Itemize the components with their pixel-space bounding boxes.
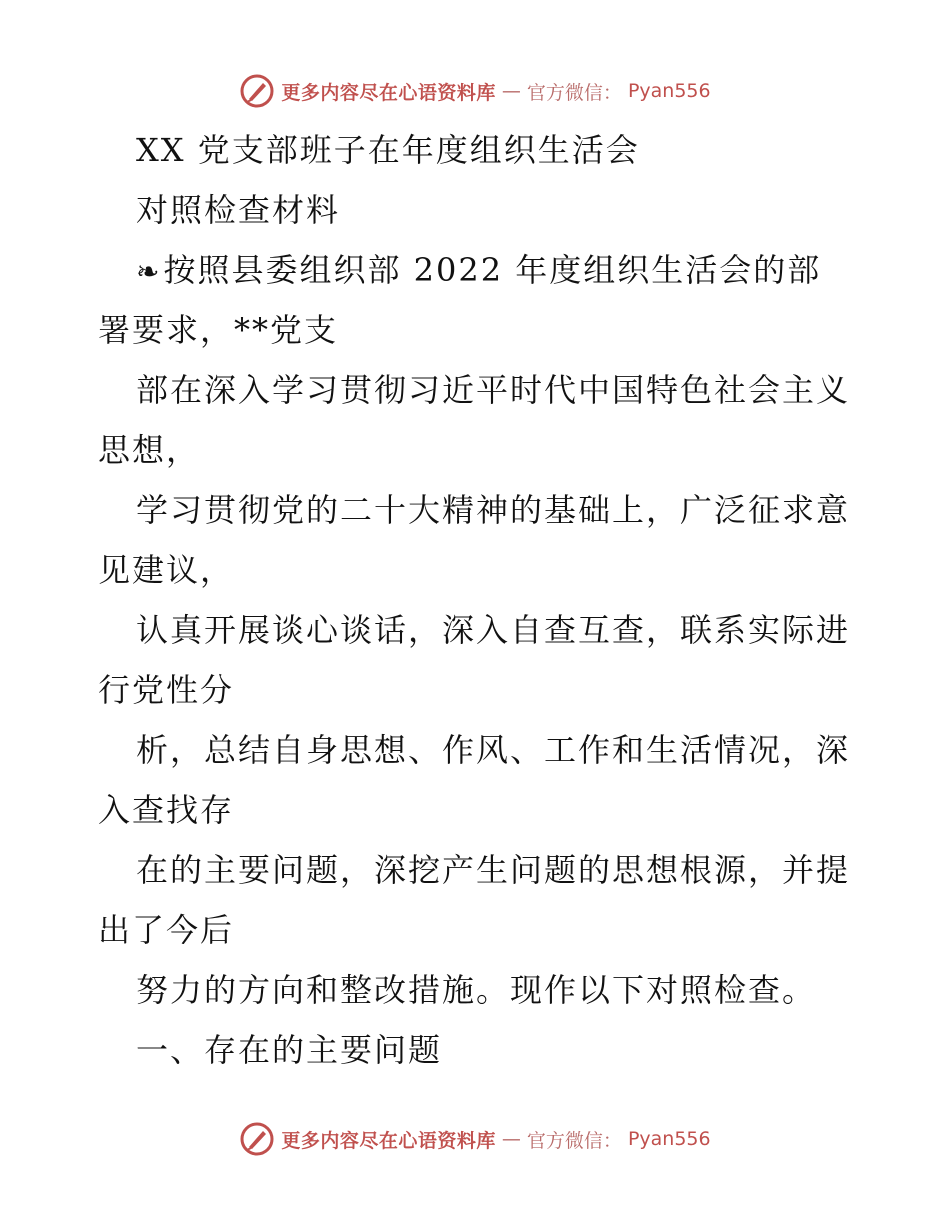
document-line: 行党性分 — [98, 671, 235, 709]
watermark-sub-text: 官方微信： — [526, 81, 622, 104]
watermark-dash: — — [501, 1128, 521, 1150]
document-line: 思想， — [98, 431, 201, 469]
document-line: 入查找存 — [98, 791, 235, 829]
watermark-sub-text: 官方微信： — [526, 1129, 622, 1152]
document-line: 在的主要问题，深挖产生问题的思想根源，并提 — [136, 851, 851, 889]
bullet-icon: ❧ — [136, 255, 162, 288]
watermark-main-text: 更多内容尽在心语资料库 — [281, 1129, 496, 1152]
watermark-main-text: 更多内容尽在心语资料库 — [281, 81, 496, 104]
document-line: 出了今后 — [98, 911, 235, 949]
quill-logo-icon — [239, 73, 275, 109]
document-line: 努力的方向和整改措施。现作以下对照检查。 — [136, 971, 817, 1009]
header-watermark — [0, 71, 950, 111]
document-line: 学习贯彻党的二十大精神的基础上，广泛征求意 — [136, 491, 851, 529]
document-line: XX 党支部班子在年度组织生活会 — [136, 131, 640, 169]
watermark-code: Pyan556 — [627, 80, 711, 102]
document-line: ❧按照县委组织部 2022 年度组织生活会的部 — [136, 251, 822, 289]
watermark-code: Pyan556 — [627, 1128, 711, 1150]
watermark-dash: — — [501, 80, 521, 102]
footer-watermark — [0, 1119, 950, 1159]
section-heading: 一、存在的主要问题 — [136, 1031, 443, 1069]
document-line: 署要求，**党支 — [98, 311, 339, 349]
document-line: 析，总结自身思想、作风、工作和生活情况，深 — [136, 731, 851, 769]
document-line: 对照检查材料 — [136, 191, 341, 229]
document-line: 认真开展谈心谈话，深入自查互查，联系实际进 — [136, 611, 851, 649]
document-line: 部在深入学习贯彻习近平时代中国特色社会主义 — [136, 371, 851, 409]
quill-logo-icon — [239, 1121, 275, 1157]
document-body — [98, 120, 858, 1080]
document-line: 见建议， — [98, 551, 235, 589]
